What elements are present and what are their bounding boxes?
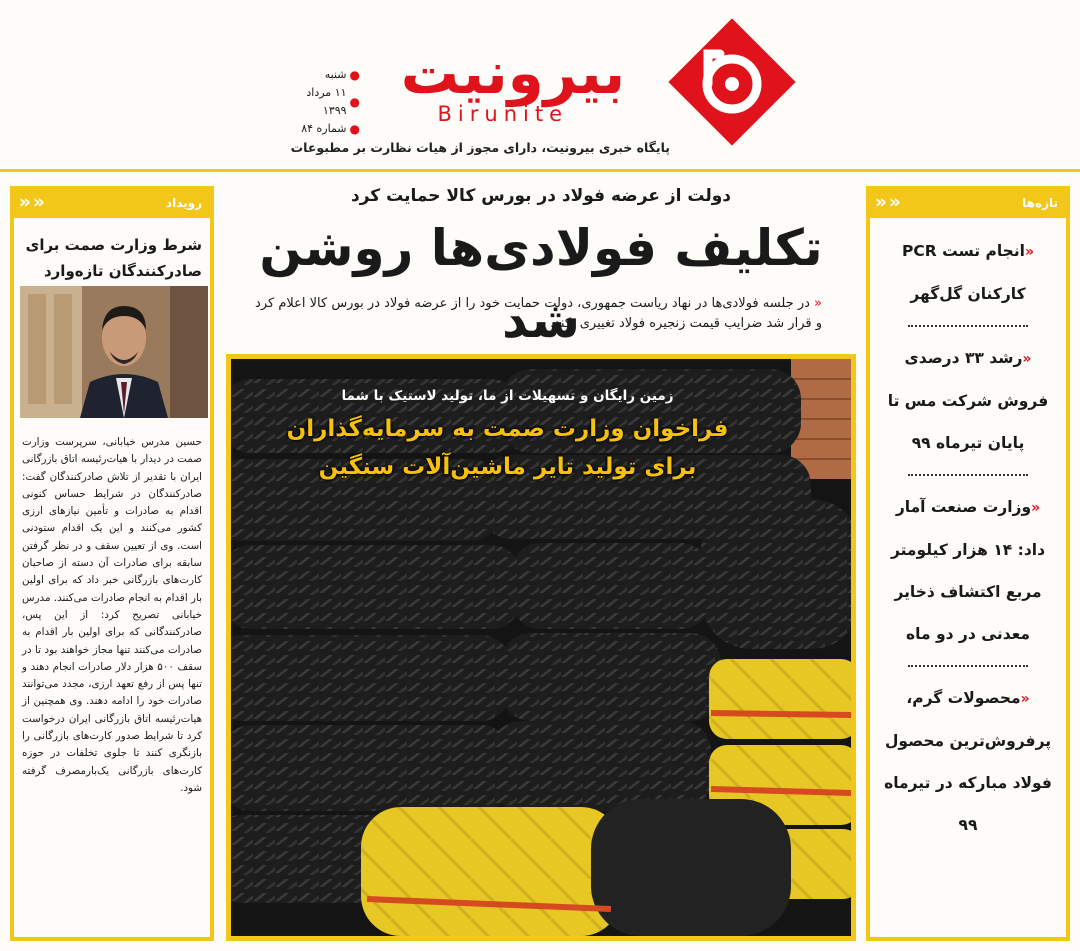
- masthead: [0, 0, 1080, 172]
- ad-line-1: فراخوان وزارت صمت به سرمایه‌گذاران: [286, 416, 729, 442]
- divider: [908, 665, 1028, 667]
- tagline: پایگاه خبری بیرونیت، دارای مجوز از هیات نظارت بر مطبوعات: [290, 140, 670, 155]
- news-list: [880, 230, 1056, 846]
- event-title[interactable]: شرط وزارت صمت برای صادرکنندگان تازه‌وارد: [25, 236, 202, 280]
- issue-day: شنبه: [324, 68, 347, 81]
- news-box-label: تازه‌ها: [1022, 196, 1058, 210]
- ad-overlay: [230, 382, 785, 486]
- divider: [908, 474, 1028, 476]
- logo-wordmark-fa: بیرونیت: [400, 39, 626, 107]
- divider: [908, 325, 1028, 327]
- event-body-text: حسین مدرس خیابانی، سرپرست وزارت صمت در دیدار با هیات‌رئیسه اتاق بازرگانی ایران با تقدیر از تلاش صادرکنندگان گفت: صادرکنندگان در شرایط حساس کنونی اقدام به صادرات و تأمین نیازهای ارزی کشور می‌کنند و این یک اقدام ستودنی است. وی از تعیین سقف و در نظر گرفتن سابقه برای صادرات آن دسته از صاحبان کارت‌های بازرگانی خبر داد که برای اولین بار اقدام به انجام صادرات می‌کنند. مدرس خیابانی تصریح کرد: از این پس، صادرکنندگانی که برای اولین بار اقدام به صادرات می‌کنند تنها مجاز خواهند بود تا در سقف ۵۰۰ هزار دلار صادرات انجام دهند و تنها پس از رفع تعهد ارزی، مجدد می‌توانند صادرات خود را ادامه دهند. وی همچنین از هیات‌رئیسه اتاق بازرگانی ایران درخواست کرد تا شرایط صدور کارت‌های بازرگانی را بازنگری کنند تا جلوی تخلفات در حوزه کارت‌های بازرگانی یک‌بارمصرف گرفته شود.: [21, 436, 202, 794]
- lead-text: در جلسه فولادی‌ها در نهاد ریاست جمهوری، دولت حمایت خود را از عرضه فولاد در بورس کالا اعلام کرد و قرار شد ضرایب قیمت زنجیره فولاد تغییری نکند.: [255, 296, 822, 331]
- bullet-icon: ●: [349, 122, 360, 136]
- news-box: [866, 186, 1070, 941]
- double-chevron-icon: «: [1020, 691, 1030, 707]
- news-item-text: رشد ۳۳ درصدی فروش شرکت مس تا پایان تیرماه ۹۹: [887, 349, 1049, 452]
- ad-line-2: برای تولید تایر ماشین‌آلات سنگین: [318, 454, 697, 480]
- portrait-photo: [20, 286, 208, 418]
- birunite-logo-mark: [668, 18, 796, 146]
- news-item[interactable]: [880, 486, 1056, 655]
- issue-date: ۱۱ مرداد ۱۳۹۹: [306, 86, 347, 117]
- ad-kicker: زمین رایگان و تسهیلات از ما، تولید لاستیک با شما: [341, 388, 674, 404]
- issue-number: شماره ۸۴: [301, 122, 347, 135]
- main-headline[interactable]: تکلیف فولادی‌ها روشن شد: [259, 219, 823, 349]
- news-item[interactable]: [880, 677, 1056, 846]
- news-item-text: محصولات گرم، پرفروش‌ترین محصول فولاد مبارکه در تیرماه ۹۹: [884, 689, 1052, 834]
- issue-info: [282, 66, 360, 136]
- event-box-header: [14, 190, 210, 218]
- double-chevron-icon: « «: [18, 191, 45, 213]
- news-item-text: وزارت صنعت آمار داد: ۱۴ هزار کیلومتر مربع اکتشاف ذخایر معدنی در دو ماه: [890, 498, 1046, 643]
- double-chevron-icon: «: [1031, 500, 1041, 516]
- bullet-icon: ●: [349, 68, 360, 82]
- article-kicker: دولت از عرضه فولاد در بورس کالا حمایت کرد: [350, 186, 732, 206]
- news-item-text: انجام تست PCR کارکنان گل‌گهر: [902, 242, 1026, 303]
- double-chevron-icon: «: [1024, 244, 1034, 260]
- logo-wordmark-en: Birunite: [437, 102, 568, 126]
- bullet-icon: ●: [349, 95, 360, 109]
- news-item[interactable]: [880, 230, 1056, 315]
- event-box: [10, 186, 214, 941]
- double-chevron-icon: «: [1022, 351, 1032, 367]
- article-lead: [250, 294, 822, 334]
- news-item[interactable]: [880, 337, 1056, 464]
- news-box-header: [870, 190, 1066, 218]
- double-chevron-icon: « «: [874, 191, 901, 213]
- double-chevron-icon: «: [814, 296, 822, 311]
- event-box-label: رویداد: [165, 196, 202, 210]
